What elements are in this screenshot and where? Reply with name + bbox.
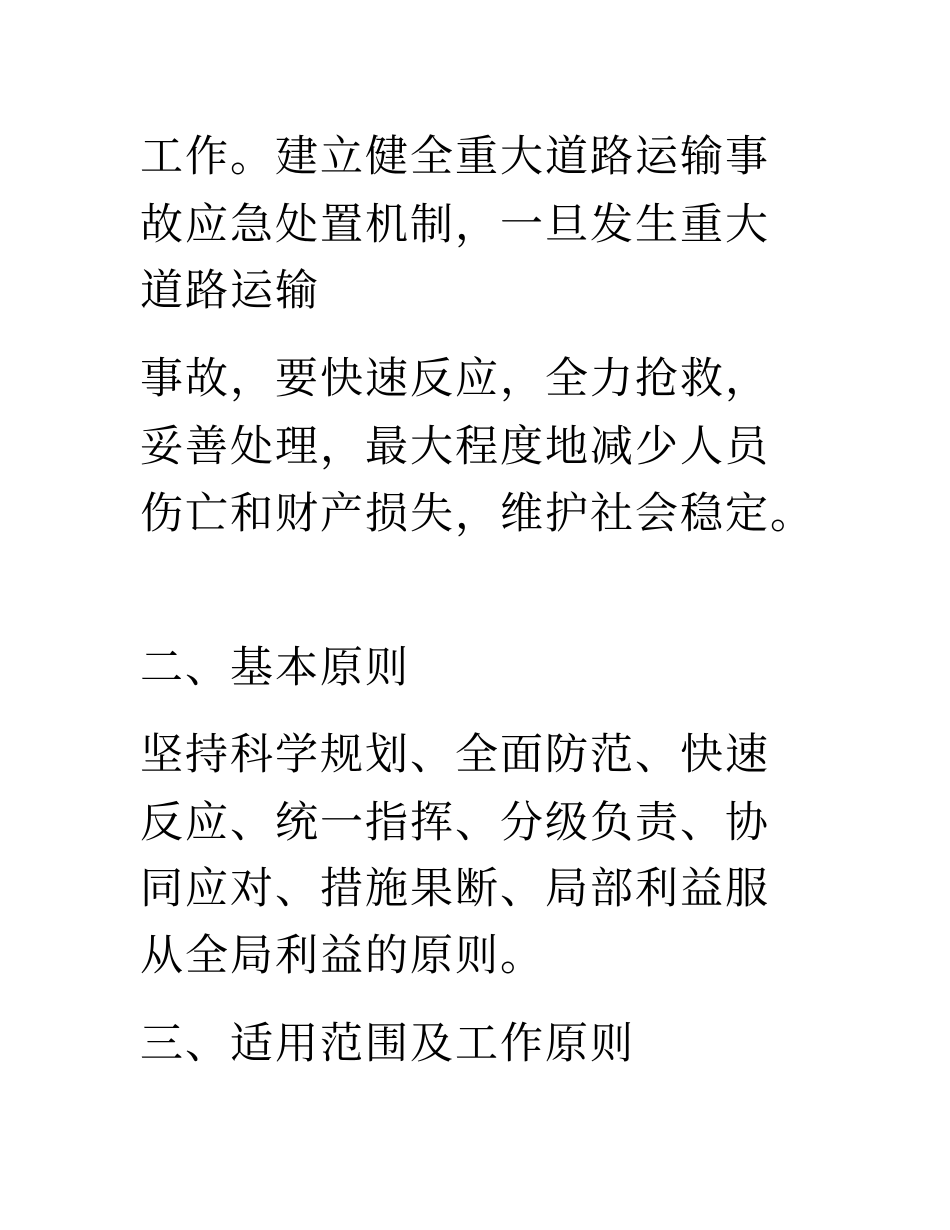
paragraph-line: 故应急处置机制，一旦发生重大	[140, 200, 770, 250]
paragraph-line: 妥善处理，最大程度地减少人员	[140, 422, 770, 472]
paragraph-line: 从全局利益的原则。	[140, 931, 545, 981]
section-heading: 三、适用范围及工作原则	[140, 1019, 635, 1069]
paragraph-line: 同应对、措施果断、局部利益服	[140, 864, 770, 914]
paragraph-line: 工作。建立健全重大道路运输事	[140, 132, 770, 182]
paragraph-line: 道路运输	[140, 266, 320, 316]
paragraph-line: 伤亡和财产损失，维护社会稳定。	[140, 489, 815, 539]
paragraph-line: 反应、统一指挥、分级负责、协	[140, 798, 770, 848]
paragraph-line: 事故，要快速反应，全力抢救，	[140, 354, 770, 404]
paragraph-line: 坚持科学规划、全面防范、快速	[140, 730, 770, 780]
section-heading: 二、基本原则	[140, 643, 410, 693]
